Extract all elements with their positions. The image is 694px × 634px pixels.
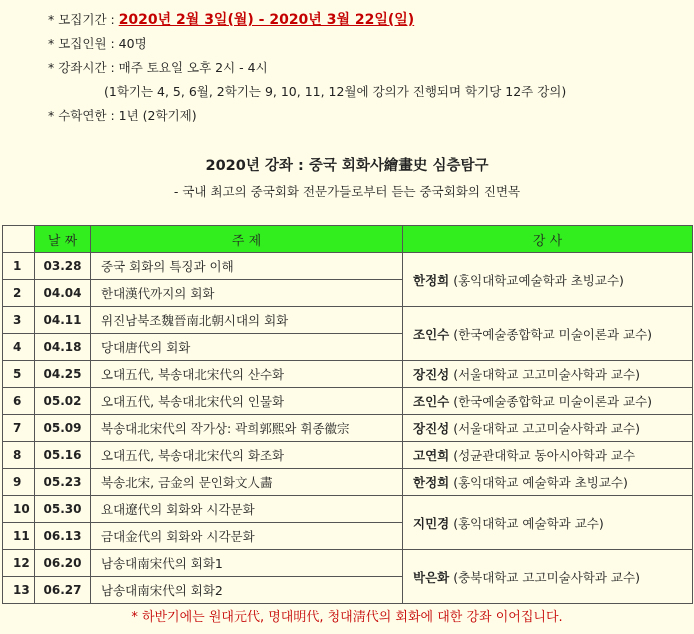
row-topic: 남송대南宋代의 회화1 (91, 550, 403, 577)
row-topic: 오대五代, 북송대北宋代의 화조화 (91, 442, 403, 469)
semester-note: (1학기는 4, 5, 6월, 2학기는 9, 10, 11, 12월에 강의가 진행되며 학기당 12주 강의) (104, 84, 567, 99)
row-date: 06.20 (35, 550, 91, 577)
row-date: 03.28 (35, 253, 91, 280)
row-topic: 남송대南宋代의 회화2 (91, 577, 403, 604)
row-topic: 오대五代, 북송대北宋代의 산수화 (91, 361, 403, 388)
lecturer-affiliation: (홍익대학교예술학과 초빙교수) (449, 272, 624, 288)
lecturer-name: 장진성 (413, 421, 450, 436)
row-date: 04.04 (35, 280, 91, 307)
row-number: 8 (3, 442, 35, 469)
recruitment-info (48, 8, 688, 128)
row-date: 04.25 (35, 361, 91, 388)
lecturer-name: 장진성 (413, 367, 450, 382)
lecturer-name: 박은화 (413, 569, 450, 585)
table-row (3, 388, 693, 415)
header-topic: 주 제 (91, 226, 403, 253)
course-duration: * 수학연한 : 1년 (2학기제) (48, 108, 197, 123)
row-topic: 한대漢代까지의 회화 (91, 280, 403, 307)
row-number: 3 (3, 307, 35, 334)
schedule-table (2, 225, 693, 604)
row-topic: 금대金代의 회화와 시각문화 (91, 523, 403, 550)
recruitment-period (48, 8, 688, 32)
lecturer-affiliation: (서울대학교 고고미술사학과 교수) (449, 367, 640, 382)
lecturer-name: 조인수 (413, 394, 450, 409)
row-topic: 위진남북조魏晉南北朝시대의 회화 (91, 307, 403, 334)
course-subtitle: - 국내 최고의 중국회화 전문가들로부터 듣는 중국회화의 진면목 (173, 184, 521, 199)
lecturer-affiliation: (서울대학교 고고미술사학과 교수) (449, 421, 640, 436)
row-number: 4 (3, 334, 35, 361)
table-row (3, 550, 693, 577)
recruitment-capacity: * 모집인원 : 40명 (48, 36, 147, 51)
row-topic: 북송北宋, 금金의 문인화文人畵 (91, 469, 403, 496)
lecturer-name: 한정희 (413, 475, 450, 490)
lecture-time: * 강좌시간 : 매주 토요일 오후 2시 - 4시 (48, 60, 268, 75)
header-date: 날 짜 (35, 226, 91, 253)
lecturer-cell (403, 307, 693, 361)
period-label: * 모집기간 : (48, 12, 119, 27)
lecturer-name: 지민경 (413, 515, 450, 531)
table-row (3, 469, 693, 496)
row-number: 12 (3, 550, 35, 577)
lecturer-cell (403, 388, 693, 415)
row-number: 2 (3, 280, 35, 307)
lecturer-name: 고연희 (413, 448, 450, 463)
row-date: 06.13 (35, 523, 91, 550)
row-date: 06.27 (35, 577, 91, 604)
lecturer-affiliation: (한국예술종합학교 미술이론과 교수) (449, 326, 653, 342)
row-date: 05.09 (35, 415, 91, 442)
table-row (3, 415, 693, 442)
lecturer-cell (403, 550, 693, 604)
table-row (3, 253, 693, 280)
lecturer-affiliation: (성균관대학교 동아시아학과 교수 (449, 448, 636, 463)
lecturer-name: 조인수 (413, 326, 450, 342)
row-date: 05.30 (35, 496, 91, 523)
lecturer-cell (403, 442, 693, 469)
row-number: 11 (3, 523, 35, 550)
row-date: 04.11 (35, 307, 91, 334)
table-row (3, 442, 693, 469)
table-row (3, 361, 693, 388)
lecture-time-note (48, 80, 688, 104)
row-number: 10 (3, 496, 35, 523)
row-date: 05.02 (35, 388, 91, 415)
table-row (3, 307, 693, 334)
period-value: 2020년 2월 3일(월) - 2020년 3월 22일(일) (118, 12, 415, 28)
row-number: 9 (3, 469, 35, 496)
row-topic: 오대五代, 북송대北宋代의 인물화 (91, 388, 403, 415)
lecturer-cell (403, 361, 693, 388)
row-number: 1 (3, 253, 35, 280)
row-topic: 요대遼代의 회화와 시각문화 (91, 496, 403, 523)
row-number: 13 (3, 577, 35, 604)
lecturer-affiliation: (한국예술종합학교 미술이론과 교수) (449, 394, 653, 409)
row-date: 05.23 (35, 469, 91, 496)
row-number: 6 (3, 388, 35, 415)
lecturer-cell (403, 496, 693, 550)
row-topic: 북송대北宋代의 작가상: 곽희郭熙와 휘종徽宗 (91, 415, 403, 442)
lecturer-affiliation: (충북대학교 고고미술사학과 교수) (449, 569, 640, 585)
header-number (3, 226, 35, 253)
lecturer-name: 한정희 (413, 272, 450, 288)
course-title: 2020년 강좌 : 중국 회화사繪畫史 심층탐구 (205, 158, 489, 174)
row-topic: 중국 회화의 특징과 이해 (91, 253, 403, 280)
lecturer-affiliation: (홍익대학교 예술학과 교수) (449, 515, 604, 531)
table-header-row (3, 226, 693, 253)
header-lecturer: 강 사 (403, 226, 693, 253)
lecturer-cell (403, 469, 693, 496)
row-topic: 당대唐代의 회화 (91, 334, 403, 361)
row-number: 5 (3, 361, 35, 388)
row-date: 04.18 (35, 334, 91, 361)
lecturer-affiliation: (홍익대학교 예술학과 초빙교수) (449, 475, 628, 490)
row-number: 7 (3, 415, 35, 442)
table-row (3, 496, 693, 523)
row-date: 05.16 (35, 442, 91, 469)
lecturer-cell (403, 415, 693, 442)
lecturer-cell (403, 253, 693, 307)
footnote: * 하반기에는 원대元代, 명대明代, 청대淸代의 회화에 대한 강좌 이어집니다. (131, 610, 563, 625)
